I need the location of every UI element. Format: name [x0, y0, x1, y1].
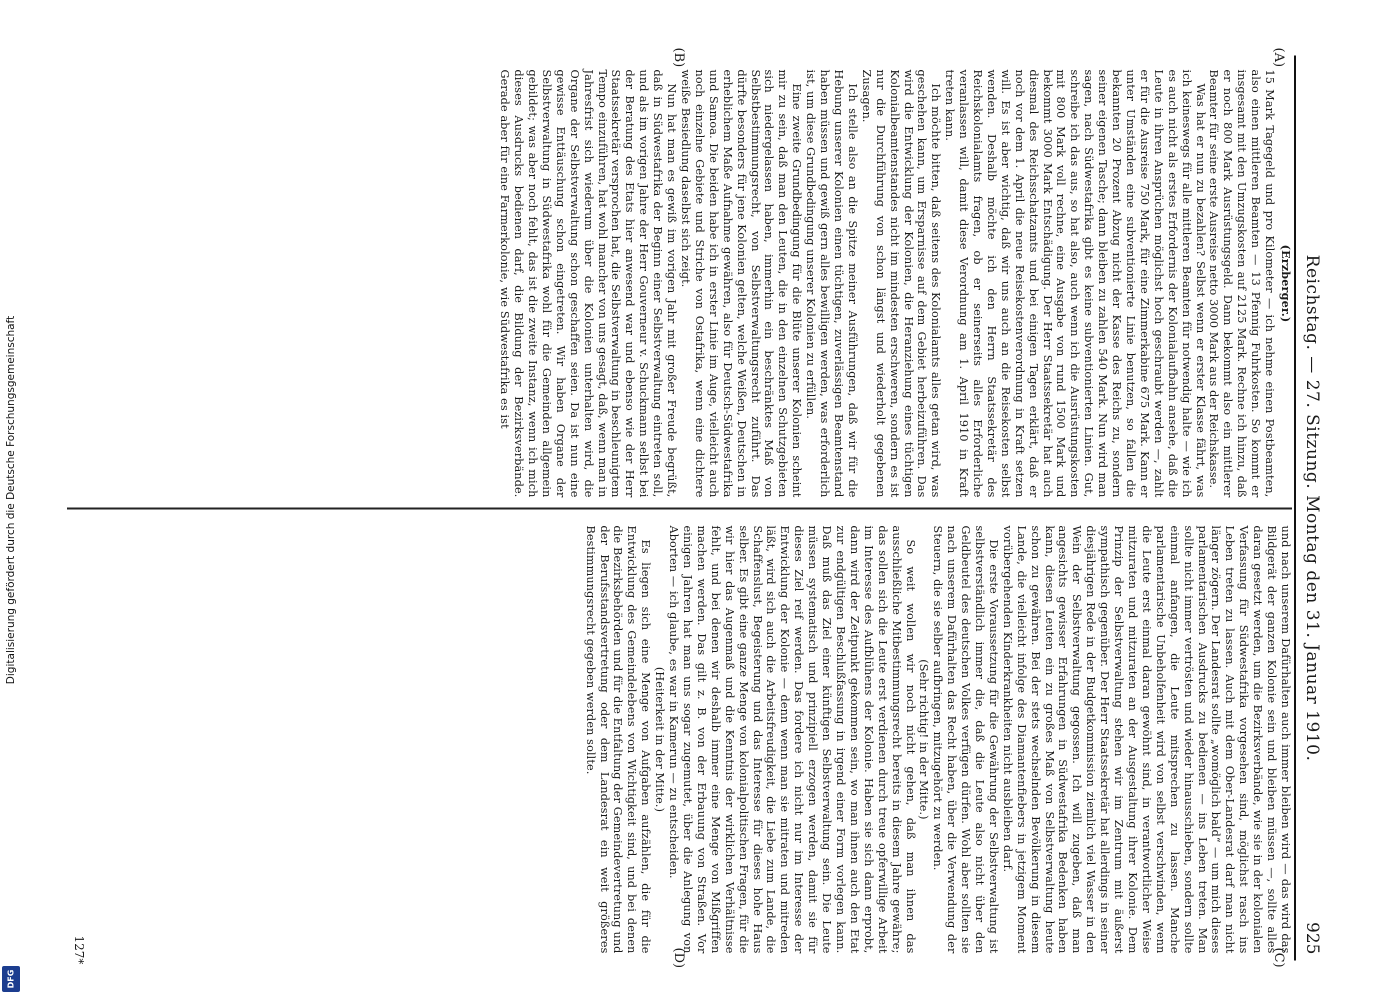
- header-rule: [1294, 55, 1296, 960]
- paragraph: Es liegen sich eine Menge von Aufgaben aufzählen, die für die Entwicklung des Gemeindelebens von Wichtigkeit sind, und bei denen die Bezirksbehörden und für die Entfaltung der Gemeindevertretung und der Berufsstandsvertretung oder dem Landesrat ein weit größeres Bestimmungsrecht gegeben werden sollte.: [583, 525, 653, 953]
- scanned-page-wrapper: [58, 47, 1326, 968]
- margin-marker-c: (C): [1271, 947, 1286, 968]
- paragraph: So weit wollen wir noch nicht gehen, daß man ihnen das ausschließliche Mitbestimmungsrecht bereits in diesem Jahre gewähre; das sollen sich die Leute erst verdienen durch treue opferwillige Arbeit im Interesse des Aufblühens der Kolonie. Haben sie sich dann erprobt, dann wird der Zeitpunkt gekommen sein, wo man ihnen auch den Etat zur endgültigen Beschlußfassung in irgend einer Form vorlegen kann. Daß muß das Ziel einer künftigen Selbstverwaltung sein. Die Leute müssen systematisch und prinzipiell erzogen werden, damit sie für dieses Ziel reif werden. Das fordere ich nicht nur im Interesse der Entwicklung der Kolonie — denn wenn man sie mitraten und mitreden läßt, wird sich auch die Arbeitsfreudigkeit, die Liebe zum Lande, die Schaffenslust, Begeisterung und das Interesse für dieses hohe Haus selber. Es gibt eine ganze Menge von kolonialpolitischen Fragen, für die wir hier das Augenmaß und die Kenntnis der wirklichen Verhältnisse fehlt, und bei denen wir deshalb immer eine Menge von Mißgriffen machen werden. Das gilt z. B. von der Erbauung von Straßen. Vor einigen Jahren hat man uns sogar zugemutet, über die Anlegung von Aborten — ich glaube, es war in Kamerun — zu entscheiden.: [667, 525, 917, 953]
- column-divider: [67, 507, 1292, 509]
- paragraph: Die erste Voraussetzung für die Gewährung der Selbstverwaltung ist selbstverständlich immer die, daß die Leute also nicht über den Geldbeutel des deutschen Volkes verfügen dürfen. Wohl aber sollten sie nach unserem Dafürhalten das Recht haben, über die Verwendung der Steuern, die sie selber aufbringen, mitzugehört zu werden.: [931, 525, 1000, 953]
- digitization-sidebar: [0, 0, 22, 1000]
- digitization-notice: Digitalisierung gefördert durch die Deutsche Forschungsgemeinschaft: [5, 315, 17, 685]
- page-number: 925: [1302, 921, 1322, 954]
- dfg-logo-text: DFG: [6, 969, 16, 989]
- paragraph: Nun hat man es gewiß im vorigen Jahr mit großer Freude begrüßt, daß in Südwestafrika der Beginn einer Selbstverwaltung eintreten soll, und als im vorigen Jahre der Herr Gouverneur v. Schuckmann selbst bei der Beratung des Etats hier anwesend war und ebenso wie der Herr Staatssekretär versprochen hat, die Selbstverwaltung in beschleunigtem Tempo einzuführen, hat wohl mancher von uns gesagt, daß, wenn man in Jahresfrist sich wiederum über die Kolonien unterhalten wird, die Organe der Selbstverwaltung schon geschaffen seien. Da ist nun eine gewisse Enttäuschung schon eingetreten. Wir haben Organe der Selbstverwaltung in Südwestafrika wohl für die Gemeinden allgemein gebildet; was aber noch fehlt, das ist die zweite Instanz, wenn ich mich dieses Ausdrucks bedienen darf, die Bildung der Bezirksverbände. Gerade aber für eine Farmerkolonie, wie Südwestafrika es ist: [498, 69, 679, 497]
- scanned-page: [58, 47, 1326, 968]
- interjection: (Sehr richtig! in der Mitte.): [917, 658, 931, 820]
- right-column: [583, 525, 1292, 953]
- paragraph: und nach unserem Dafürhalten auch immer bleiben wird — das wird das Bildgerät der ganzen Kolonie sein und bleiben müssen —, sollte alles daran gesetzt werden, um die Bezirksverbände, wie sie in der kolonialen Verfassung für Südwestafrika vorgesehen sind, möglichst rasch ins Leben treten zu lassen. Auch mit dem Ober-Landesrat darf man nicht länger zögern. Der Landesrat sollte „womöglich bald“ — um mich dieses parlamentarischen Ausdrucks zu bedienen — ins Leben treten. Man sollte nicht immer vertrösten und wieder hinausschieben, sondern sollte einmal anfangen, die Leute mitsprechen zu lassen. Manche parlamentarische Unbeholfenheit wird von selbst verschwinden, wenn die Leute erst einmal daran gewöhnt sind, in verantwortlicher Weise mitzuraten und mitzuraten an der Ausgestaltung ihrer Kolonie. Dem Prinzip der Selbstverwaltung stehen wir im Zentrum mit äußerst sympathisch gegenüber. Der Herr Staatssekretär hat allerdings in seiner diesjährigen Rede in der Budgetkommission ziemlich viel Wasser in den Wein der Selbstverwaltung gegossen. Ich will zugeben, daß man angesichts gewisser Erfahrungen in Südwestafrika Bedenken haben kann, diesen Leuten ein zu großes Maß von Selbstverwaltung heute schon zu gewähren. Bei der stets wechselnden Bevölkerung in diesem Lande, die vielleicht infolge des Diamantenfiebers in jetzigem Moment vorübergehenden Kinderkrankheiten nicht ausbleiben darf.: [1000, 525, 1292, 953]
- speaker-name: (Erzberger.): [1279, 244, 1293, 322]
- margin-marker-d: (D): [671, 947, 686, 968]
- paragraph: Ich möchte bitten, daß seitens des Kolonialamts alles getan wird, was geschehen kann, um Ersparnisse auf dem Gebiet herbeizuführen. Das wird die Entwicklung der Kolonien, die Heranziehung eines tüchtigen Kolonialbeamtenstandes nicht im mindesten erschweren, sondern es ist nur die Durchführung von schon längst und wiederholt gegebenen Zusagen.: [859, 69, 943, 497]
- sheet-signature: 127*: [72, 935, 86, 964]
- left-column: [497, 69, 1292, 497]
- dfg-logo: [2, 966, 20, 992]
- margin-marker-a: (A): [1271, 47, 1286, 67]
- paragraph: Was hat er nun zu bezahlen? Selbst wenn er erster Klasse fährt, was ich keineswegs für alle mittleren Beamten für notwendig halte — wie ich es auch nicht als erstes Erfordernis der Kolonialaufbahn ansehe, daß die Leute in ihren Ansprüchen möglichst hoch geschraubt werden —, zahlt er für die Ausreise 750 Mark, für eine Zimmerkabine 675 Mark. Kann er unter Umständen eine subventionierte Linie benutzen, so fallen die bekannten 20 Prozent Abzug nicht der Kasse des Reichs zu, sondern seiner eigenen Tasche; dann bleiben zu zahlen 540 Mark. Nun wird man sagen, nach Südwestafrika gibt es keine subventionierten Linien. Gut, schreibe ich das aus, so hat also, auch wenn ich die Ausrüstungskosten mit 800 Mark voll rechne, eine Ausgabe von rund 1500 Mark und bekommt 3000 Mark Entschädigung. Der Herr Staatssekretär hat auch diesmal des Reichsschatzamts und bei einigen Tagen erklärt, daß er noch vor dem 1. April die neue Reisekostenverordnung in Kraft setzen will. Es ist aber wichtig, daß wir uns auch an die Reisekosten selbst wenden. Deshalb möchte ich den Herrn Staatssekretär des Reichskolonialamts fragen, ob er seinerseits alles Erforderliche veranlassen will, damit diese Verordnung am 1. April 1910 in Kraft treten kann.: [943, 69, 1207, 497]
- paragraph: Eine zweite Grundbedingung für die Blüte unserer Kolonien scheint mir zu sein, daß man den Leuten, die in den einzelnen Schutzgebieten sich niedergelassen haben, immerhin ein beschränktes Maß von Selbstbestimmungsrecht, von Selbstverwaltungsrecht zuführt. Das dürfte besonders für jene Kolonien gelten, welche Weißen, Deutschen in erheblichem Maße Aufnahme gewähren, also für Deutsch-Südwestafrika und Samoa. Die beiden habe ich in erster Linie im Auge, vielleicht auch noch einzelne Gebiete und Striche von Ostafrika, wenn eine dichtere weiße Besiedlung daselbst sich zeigt.: [679, 69, 804, 497]
- header-title: Reichstag. — 27. Sitzung. Montag den 31. Januar 1910.: [1302, 254, 1322, 761]
- interjection: (Heiterkeit in der Mitte.): [653, 666, 667, 812]
- paragraph: 15 Mark Tagegeld und pro Kilometer — ich nehme einen Postbeamten, also einen mittleren Beamten — 13 Pfennig Fuhrkosten. So kommt er insgesamt mit den Umzugskosten auf 2125 Mark. Rechne ich hinzu, daß er noch 800 Mark Ausrüstungsgeld. Dann bekommt also ein mittlerer Beamter für seine erste Ausreise netto 3000 Mark aus der Reichskasse.: [1207, 69, 1277, 497]
- paragraph: Ich stelle also an die Spitze meiner Ausführungen, daß wir für die Hebung unserer Kolonien einen tüchtigen, zuverlässigen Beamtenstand haben müssen und gewiß gern alles bewilligen werden, was erforderlich ist, um diese Grundbedingung unserer Kolonien zu erfüllen.: [804, 69, 859, 497]
- margin-marker-b: (B): [671, 47, 686, 67]
- page-header: [1296, 55, 1326, 960]
